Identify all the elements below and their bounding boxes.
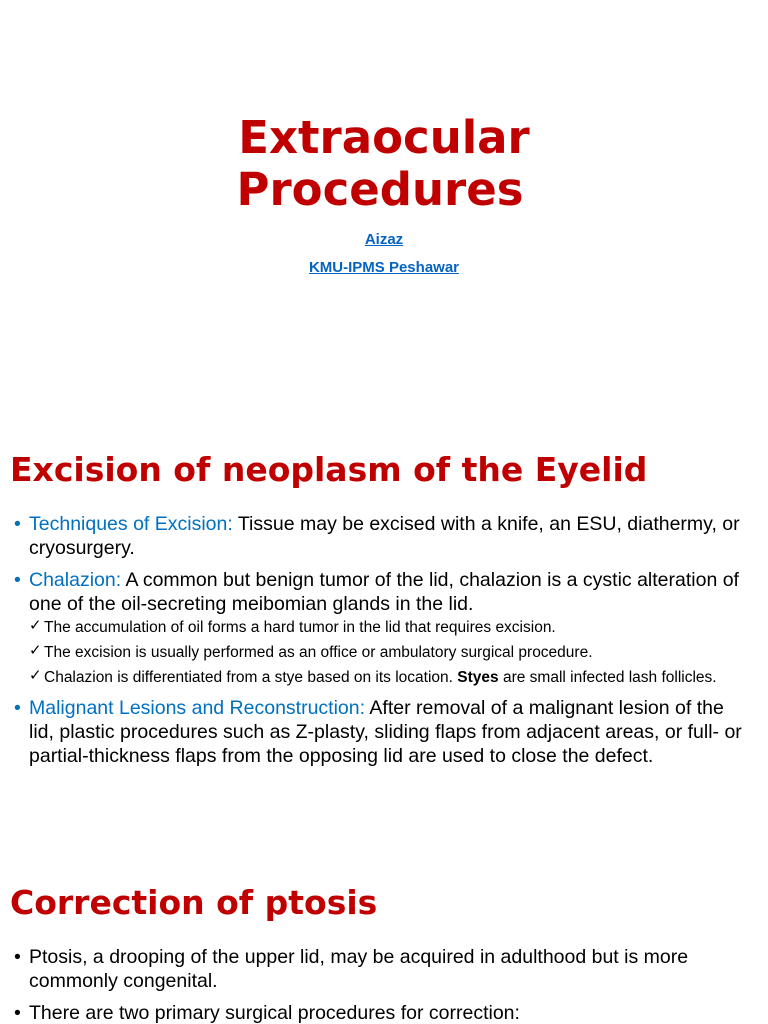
term-label: Chalazion: [29, 569, 122, 591]
styes-term: Styes [457, 669, 499, 686]
item-text: There are two primary surgical procedures for correction: [29, 1002, 520, 1024]
main-title-line2: Procedures [236, 163, 524, 216]
checklist-item [29, 643, 752, 663]
list-item [14, 696, 752, 768]
list-item [14, 1001, 752, 1024]
checklist-text: The excision is usually performed as an office or ambulatory surgical procedure. [44, 644, 593, 661]
institution-link[interactable]: KMU-IPMS Peshawar [308, 259, 460, 276]
item-text: After removal of a malignant lesion of the lid, plastic procedures such as Z-plasty, sliding flaps from adjacent areas, or full- or partial-thickness flaps from the opposing lid are used to close the defect. [29, 697, 742, 767]
checklist-text: The accumulation of oil forms a hard tumor in the lid that requires excision. [44, 619, 556, 636]
list-item [14, 568, 752, 688]
section-heading-ptosis: Correction of ptosis [10, 883, 378, 922]
checklist-text-tail: are small infected lash follicles. [498, 669, 717, 686]
author-link[interactable]: Aizaz [364, 231, 404, 248]
main-title-line1: Extraocular [238, 111, 530, 164]
list-item [14, 512, 752, 560]
item-text: Ptosis, a drooping of the upper lid, may be acquired in adulthood but is more commonly congenital. [29, 946, 689, 992]
checklist-item [29, 668, 752, 688]
term-label: Malignant Lesions and Reconstruction: [29, 697, 366, 719]
term-label: Techniques of Excision: [29, 513, 233, 535]
ptosis-bullet-list [14, 945, 752, 1024]
list-item [14, 945, 752, 993]
item-text: Tissue may be excised with a knife, an ESU, diathermy, or cryosurgery. [29, 513, 740, 559]
title-slide [0, 0, 768, 420]
checklist-text: Chalazion is differentiated from a stye based on its location. [44, 669, 458, 686]
checklist [29, 618, 752, 688]
main-title [0, 112, 768, 216]
eyelid-bullet-list [14, 512, 752, 776]
checklist-item [29, 618, 752, 638]
item-text: A common but benign tumor of the lid, chalazion is a cystic alteration of one of the oil-secreting meibomian glands in the lid. [29, 569, 739, 615]
section-heading-eyelid: Excision of neoplasm of the Eyelid [10, 450, 648, 489]
